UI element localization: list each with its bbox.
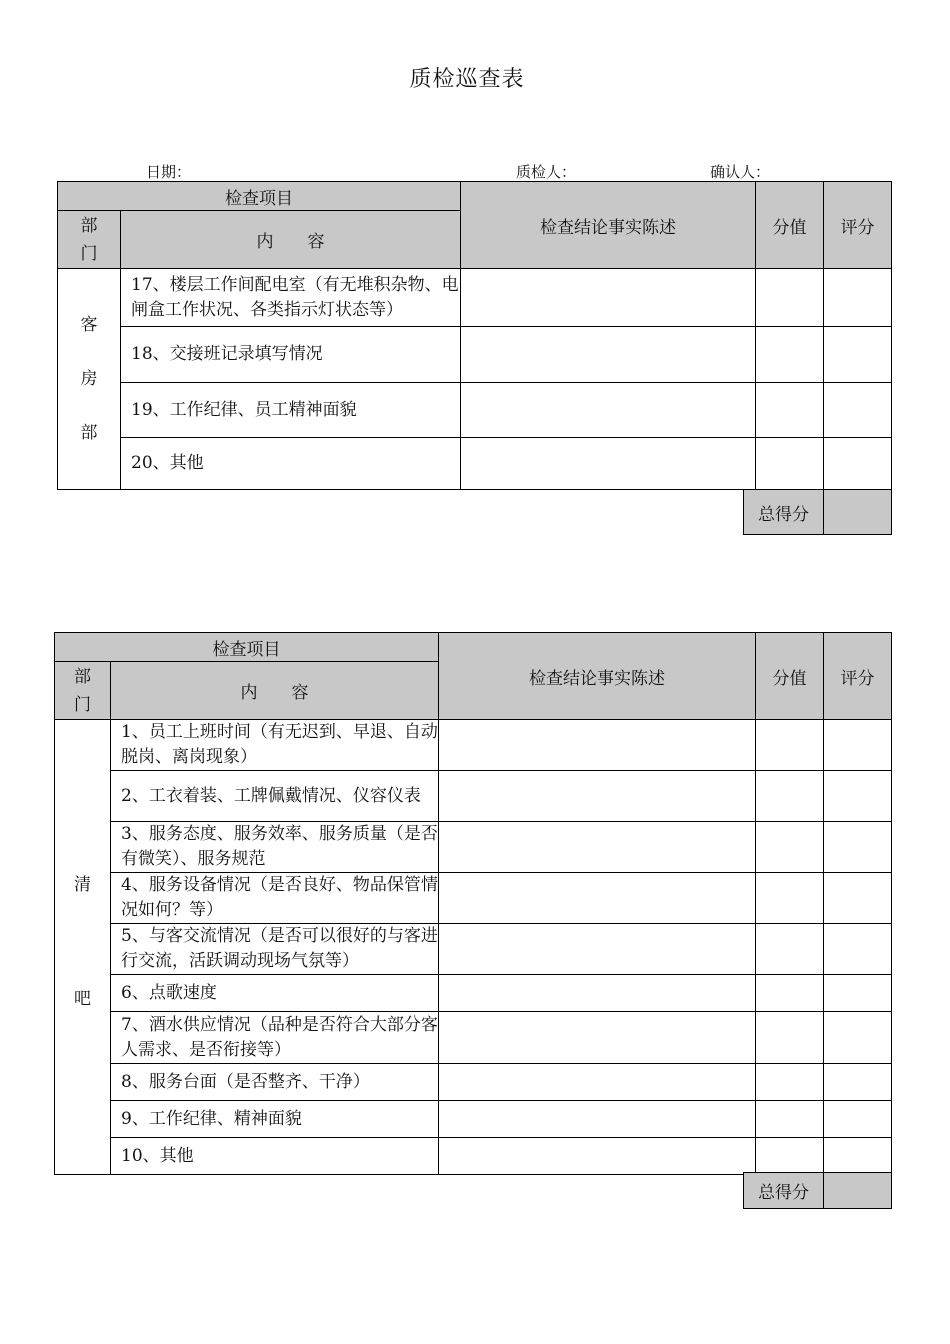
- header-dept: [58, 211, 121, 269]
- item-content: 7、酒水供应情况（品种是否符合大部分客人需求、是否衔接等）: [111, 1012, 439, 1064]
- header-conclusion: 检查结论事实陈述: [439, 633, 756, 720]
- item-content: 2、工衣着装、工牌佩戴情况、仪容仪表: [111, 771, 439, 822]
- rating-cell[interactable]: [824, 1101, 892, 1138]
- inspection-table-guest-rooms: [57, 181, 892, 490]
- rating-cell[interactable]: [824, 975, 892, 1012]
- conclusion-cell[interactable]: [439, 771, 756, 822]
- conclusion-cell[interactable]: [439, 975, 756, 1012]
- score-value-cell[interactable]: [756, 771, 824, 822]
- rating-cell[interactable]: [824, 924, 892, 975]
- department-char: 客: [80, 314, 98, 335]
- conclusion-cell[interactable]: [439, 924, 756, 975]
- conclusion-cell[interactable]: [461, 438, 756, 490]
- score-value-cell[interactable]: [756, 720, 824, 771]
- total-score-table: [743, 1172, 892, 1209]
- item-content: 17、楼层工作间配电室（有无堆积杂物、电闸盒工作状况、各类指示灯状态等）: [121, 269, 461, 327]
- score-value-cell[interactable]: [756, 1101, 824, 1138]
- department-char: 清: [74, 874, 91, 895]
- confirmer-label: 确认人：: [710, 163, 771, 181]
- header-score-value: 分值: [756, 182, 824, 269]
- score-value-cell[interactable]: [756, 269, 824, 327]
- score-value-cell[interactable]: [756, 924, 824, 975]
- header-content: 内 容: [121, 211, 461, 269]
- total-score-cell[interactable]: [824, 490, 892, 535]
- header-content: 内 容: [111, 662, 439, 720]
- score-value-cell[interactable]: [756, 1012, 824, 1064]
- page-title: 质检巡查表: [409, 67, 525, 92]
- conclusion-cell[interactable]: [461, 383, 756, 438]
- conclusion-cell[interactable]: [439, 1064, 756, 1101]
- score-value-cell[interactable]: [756, 975, 824, 1012]
- header-dept: [55, 662, 111, 720]
- rating-cell[interactable]: [824, 1064, 892, 1101]
- total-score-table: [743, 489, 892, 535]
- conclusion-cell[interactable]: [439, 873, 756, 924]
- header-dept-char: 部: [80, 215, 98, 236]
- item-content: 3、服务态度、服务效率、服务质量（是否有微笑）、服务规范: [111, 822, 439, 873]
- rating-cell[interactable]: [824, 1012, 892, 1064]
- date-label: 日期：: [146, 163, 192, 181]
- item-content: 19、工作纪律、员工精神面貌: [121, 383, 461, 438]
- rating-cell[interactable]: [824, 720, 892, 771]
- header-dept-char: 门: [74, 694, 91, 715]
- conclusion-cell[interactable]: [439, 1012, 756, 1064]
- conclusion-cell[interactable]: [439, 1138, 756, 1175]
- item-content: 4、服务设备情况（是否良好、物品保管情况如何？等）: [111, 873, 439, 924]
- score-value-cell[interactable]: [756, 438, 824, 490]
- department-cell: [58, 269, 121, 490]
- department-cell: [55, 720, 111, 1175]
- rating-cell[interactable]: [824, 822, 892, 873]
- header-check-item: 检查项目: [55, 633, 439, 662]
- header-check-item: 检查项目: [58, 182, 461, 211]
- score-value-cell[interactable]: [756, 873, 824, 924]
- total-score-label: 总得分: [744, 490, 824, 535]
- rating-cell[interactable]: [824, 269, 892, 327]
- score-value-cell[interactable]: [756, 383, 824, 438]
- header-rating: 评分: [824, 633, 892, 720]
- item-content: 9、工作纪律、精神面貌: [111, 1101, 439, 1138]
- score-value-cell[interactable]: [756, 1064, 824, 1101]
- total-score-cell[interactable]: [824, 1173, 892, 1209]
- department-char: 吧: [74, 989, 91, 1009]
- score-value-cell[interactable]: [756, 822, 824, 873]
- conclusion-cell[interactable]: [439, 1101, 756, 1138]
- item-content: 18、交接班记录填写情况: [121, 327, 461, 383]
- rating-cell[interactable]: [824, 438, 892, 490]
- item-content: 5、与客交流情况（是否可以很好的与客进行交流，活跃调动现场气氛等）: [111, 924, 439, 975]
- department-char: 部: [80, 423, 98, 444]
- item-content: 6、点歌速度: [111, 975, 439, 1012]
- score-value-cell[interactable]: [756, 1138, 824, 1175]
- item-content: 10、其他: [111, 1138, 439, 1175]
- item-content: 8、服务台面（是否整齐、干净）: [111, 1064, 439, 1101]
- conclusion-cell[interactable]: [461, 269, 756, 327]
- header-rating: 评分: [824, 182, 892, 269]
- item-content: 20、其他: [121, 438, 461, 490]
- conclusion-cell[interactable]: [439, 822, 756, 873]
- rating-cell[interactable]: [824, 1138, 892, 1175]
- rating-cell[interactable]: [824, 771, 892, 822]
- rating-cell[interactable]: [824, 873, 892, 924]
- header-dept-char: 部: [74, 666, 91, 687]
- header-dept-char: 门: [80, 243, 98, 264]
- conclusion-cell[interactable]: [461, 327, 756, 383]
- conclusion-cell[interactable]: [439, 720, 756, 771]
- rating-cell[interactable]: [824, 383, 892, 438]
- rating-cell[interactable]: [824, 327, 892, 383]
- header-conclusion: 检查结论事实陈述: [461, 182, 756, 269]
- department-char: 房: [80, 368, 98, 389]
- inspection-table-bar: [54, 632, 892, 1175]
- item-content: 1、员工上班时间（有无迟到、早退、自动脱岗、离岗现象）: [111, 720, 439, 771]
- score-value-cell[interactable]: [756, 327, 824, 383]
- total-score-label: 总得分: [744, 1173, 824, 1209]
- inspector-label: 质检人：: [516, 163, 577, 181]
- header-score-value: 分值: [756, 633, 824, 720]
